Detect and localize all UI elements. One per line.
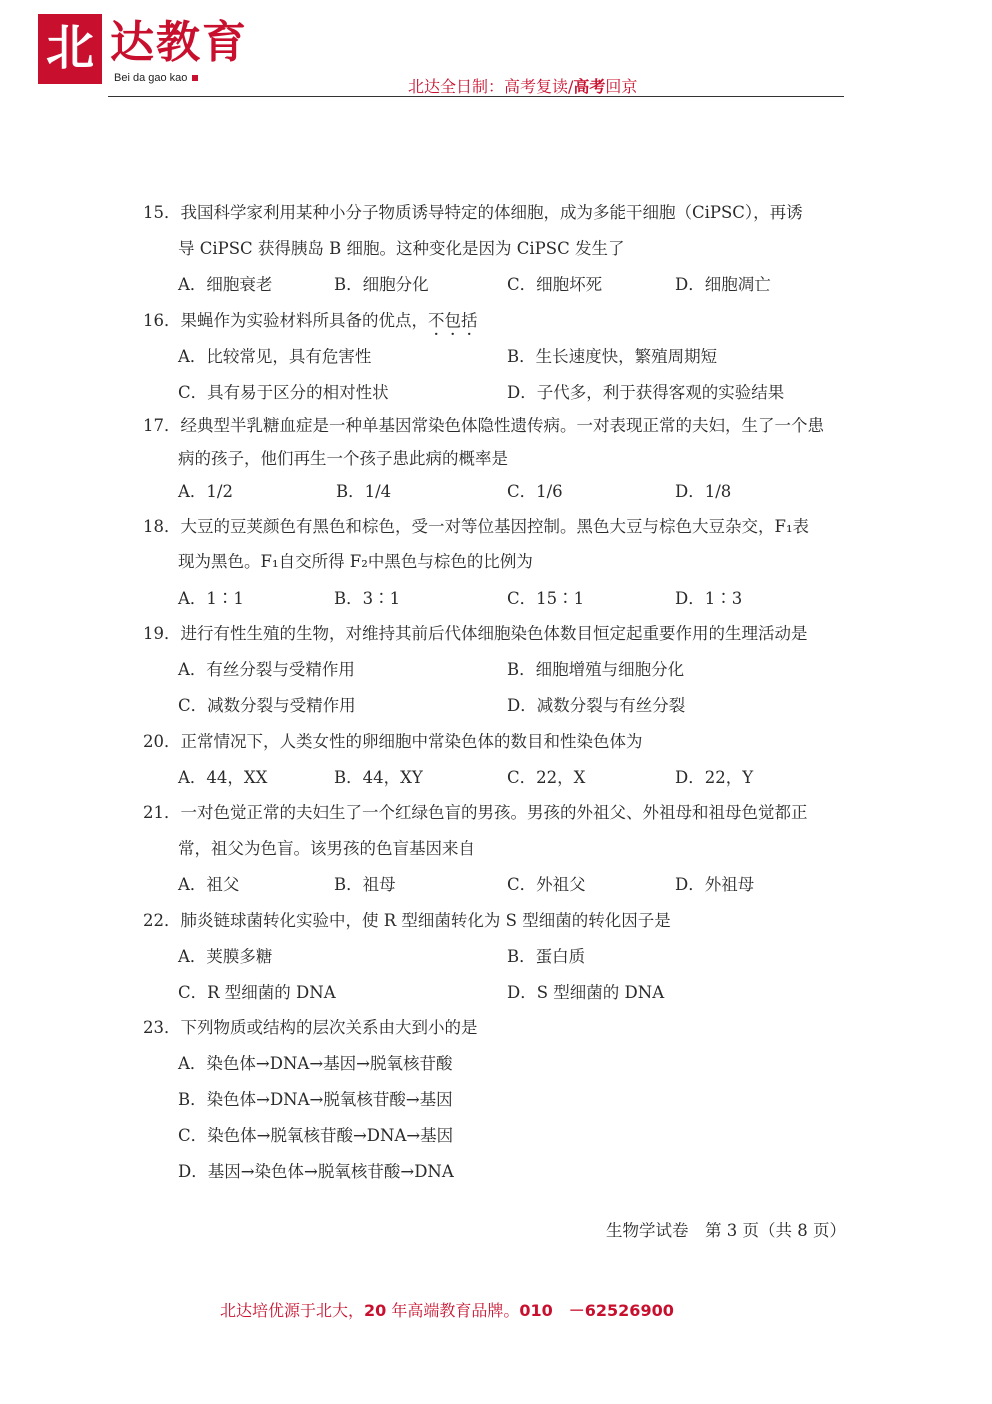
footer-advertisement xyxy=(220,1298,674,1321)
question-21-line-1: 21．一对色觉正常的夫妇生了一个红绿色盲的男孩。男孩的外祖父、外祖母和祖母色觉都正 xyxy=(143,803,808,822)
question-17-line-2: 病的孩子，他们再生一个孩子患此病的概率是 xyxy=(178,449,508,468)
question-20-line-1: 20．正常情况下，人类女性的卵细胞中常染色体的数目和性染色体为 xyxy=(143,732,643,751)
ad-phone: 010 －62526900 xyxy=(519,1301,674,1320)
header-divider xyxy=(108,96,844,97)
question-16-stem xyxy=(143,310,478,332)
q16-option-a: A．比较常见，具有危害性 xyxy=(178,347,372,366)
question-23-line-1: 23．下列物质或结构的层次关系由大到小的是 xyxy=(143,1018,478,1037)
q23-option-c: C．染色体→脱氧核苷酸→DNA→基因 xyxy=(178,1126,454,1145)
q20-option-d: D．22，Y xyxy=(675,768,754,787)
q15-option-d: D．细胞凋亡 xyxy=(675,275,771,294)
q18-option-a: A．1∶1 xyxy=(178,589,244,608)
question-15-line-1: 15．我国科学家利用某种小分子物质诱导特定的体细胞，成为多能干细胞（CiPSC），再诱 xyxy=(143,203,803,222)
q15-option-a: A．细胞衰老 xyxy=(178,275,273,294)
ad-bold: 20 xyxy=(364,1301,387,1320)
q21-option-c: C．外祖父 xyxy=(507,875,586,894)
emphasis-char: 包 xyxy=(444,311,461,330)
q20-option-a: A．44，XX xyxy=(178,768,268,787)
question-18-line-1: 18．大豆的豆荚颜色有黑色和棕色，受一对等位基因控制。黑色大豆与棕色大豆杂交，F₁表 xyxy=(143,517,810,536)
emphasis-char: 括 xyxy=(461,311,478,330)
emphasis-char: 不 xyxy=(428,311,445,330)
q23-option-a: A．染色体→DNA→基因→脱氧核苷酸 xyxy=(178,1054,453,1073)
q19-option-a: A．有丝分裂与受精作用 xyxy=(178,660,355,679)
q22-option-d: D．S 型细菌的 DNA xyxy=(507,983,665,1002)
q16-stem-text: 16．果蝇作为实验材料所具备的优点， xyxy=(143,311,428,330)
q16-option-c: C．具有易于区分的相对性状 xyxy=(178,383,389,402)
logo xyxy=(38,14,102,84)
q22-option-c: C．R 型细菌的 DNA xyxy=(178,983,336,1002)
q18-option-c: C．15∶1 xyxy=(507,589,585,608)
question-15-line-2: 导 CiPSC 获得胰岛 B 细胞。这种变化是因为 CiPSC 发生了 xyxy=(178,239,625,258)
q21-option-d: D．外祖母 xyxy=(675,875,755,894)
q19-option-b: B．细胞增殖与细胞分化 xyxy=(507,660,685,679)
q17-option-b: B．1/4 xyxy=(336,482,392,501)
slogan-bold: 高考 xyxy=(573,77,606,96)
question-17-line-1: 17．经典型半乳糖血症是一种单基因常染色体隐性遗传病。一对表现正常的夫妇，生了一个患 xyxy=(143,416,824,435)
q19-option-d: D．减数分裂与有丝分裂 xyxy=(507,696,686,715)
question-22-line-1: 22．肺炎链球菌转化实验中，使 R 型细菌转化为 S 型细菌的转化因子是 xyxy=(143,911,671,930)
logo-mark: 北 xyxy=(45,20,94,76)
header-slogan xyxy=(408,74,637,97)
q22-option-b: B．蛋白质 xyxy=(507,947,586,966)
page-number: 生物学试卷 第 3 页（共 8 页） xyxy=(606,1221,846,1240)
q15-option-b: B．细胞分化 xyxy=(334,275,429,294)
square-icon xyxy=(192,75,198,81)
brand-subtitle xyxy=(114,72,198,84)
q17-option-d: D．1/8 xyxy=(675,482,732,501)
question-19-line-1: 19．进行有性生殖的生物，对维持其前后代体细胞染色体数目恒定起重要作用的生理活动是 xyxy=(143,624,808,643)
q16-option-d: D．子代多，利于获得客观的实验结果 xyxy=(507,383,785,402)
q20-option-c: C．22，X xyxy=(507,768,586,787)
q18-option-b: B．3∶1 xyxy=(334,589,401,608)
brand-name: 达教育 xyxy=(110,17,248,68)
question-21-line-2: 常，祖父为色盲。该男孩的色盲基因来自 xyxy=(178,839,475,858)
brand-subtitle-text: Bei da gao kao xyxy=(114,72,188,84)
q23-option-b: B．染色体→DNA→脱氧核苷酸→基因 xyxy=(178,1090,453,1109)
question-18-line-2: 现为黑色。F₁自交所得 F₂中黑色与棕色的比例为 xyxy=(178,552,533,571)
q21-option-a: A．祖父 xyxy=(178,875,240,894)
q17-option-c: C．1/6 xyxy=(507,482,563,501)
q23-option-d: D．基因→染色体→脱氧核苷酸→DNA xyxy=(178,1162,454,1181)
q19-option-c: C．减数分裂与受精作用 xyxy=(178,696,356,715)
slogan-part: 回京 xyxy=(605,77,638,96)
ad-part: 北达培优源于北大， xyxy=(220,1301,365,1320)
q16-option-b: B．生长速度快，繁殖周期短 xyxy=(507,347,718,366)
slogan-part: 北达全日制：高考复读/ xyxy=(408,77,574,96)
q18-option-d: D．1∶3 xyxy=(675,589,743,608)
ad-part: 年高端教育品牌。 xyxy=(386,1301,520,1320)
q21-option-b: B．祖母 xyxy=(334,875,396,894)
q17-option-a: A．1/2 xyxy=(178,482,233,501)
q15-option-c: C．细胞坏死 xyxy=(507,275,603,294)
q20-option-b: B．44，XY xyxy=(334,768,423,787)
q22-option-a: A．荚膜多糖 xyxy=(178,947,273,966)
